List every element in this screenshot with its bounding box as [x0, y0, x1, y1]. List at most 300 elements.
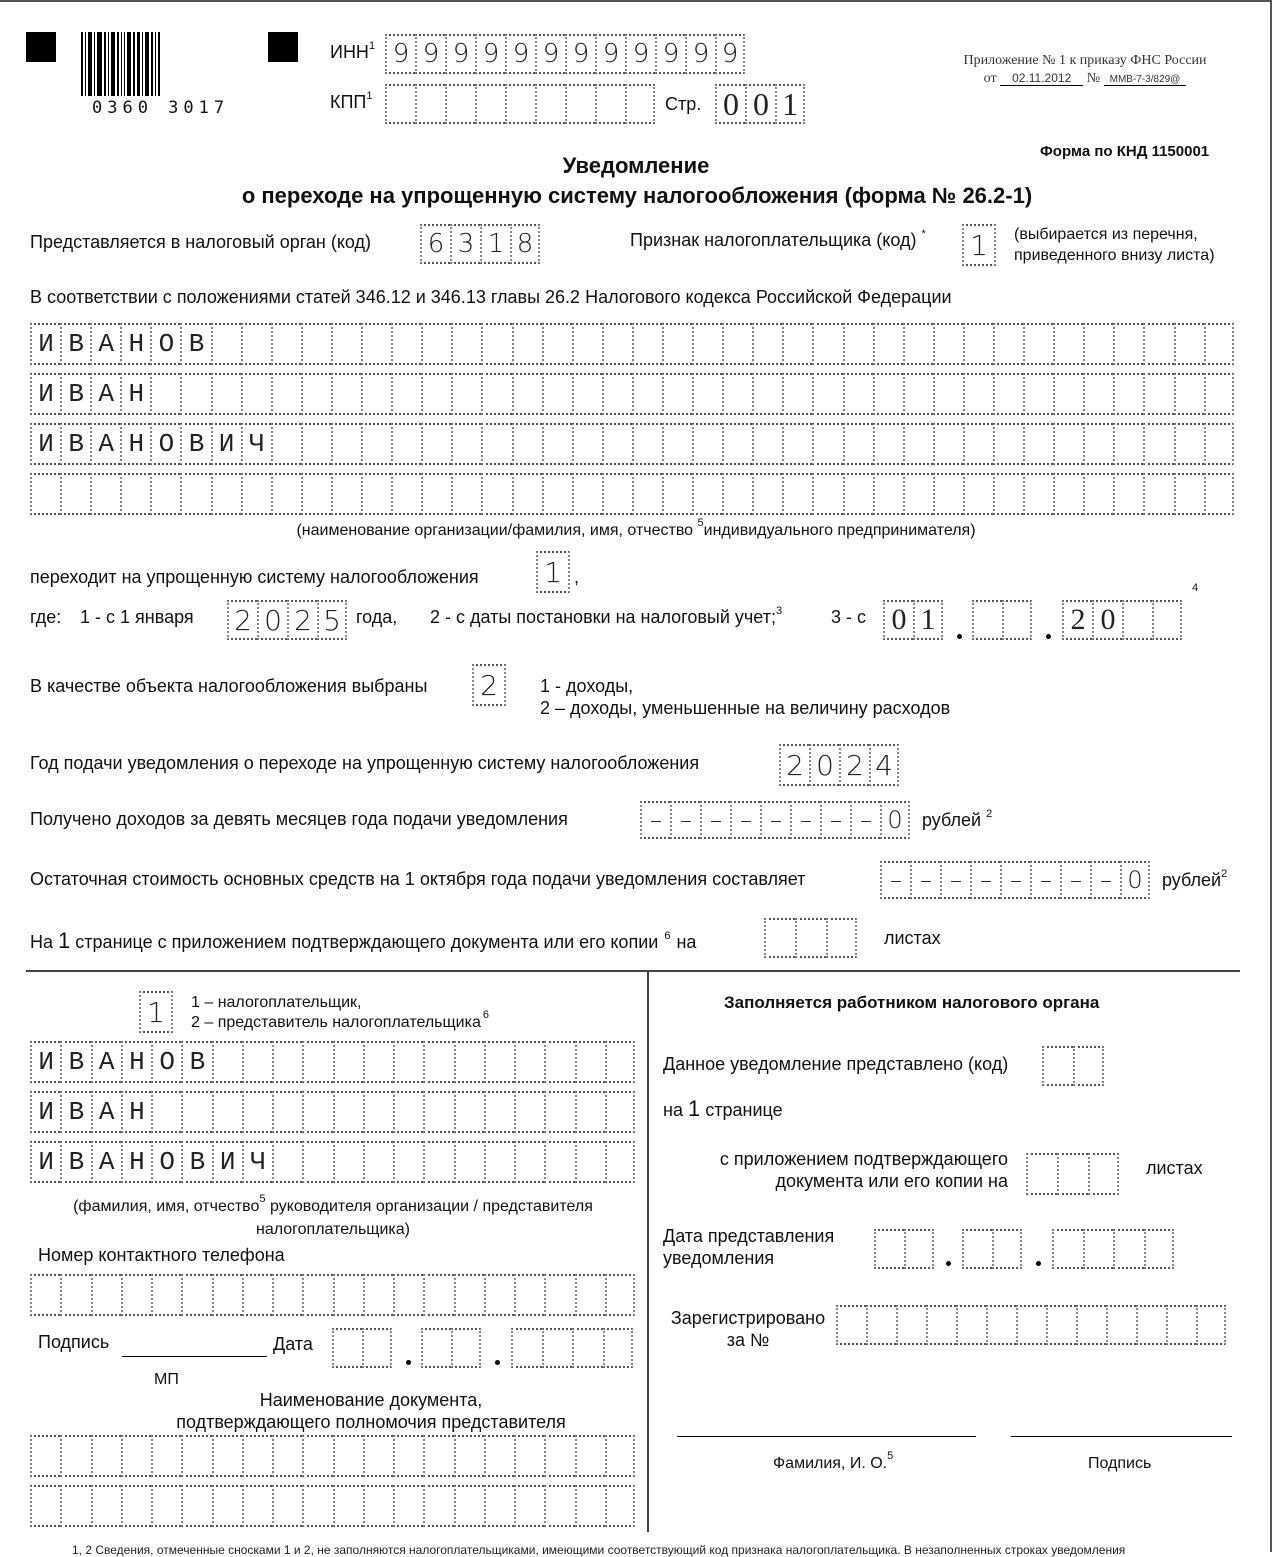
- input-cell[interactable]: А: [91, 1041, 121, 1083]
- input-cell[interactable]: [1113, 473, 1143, 515]
- input-cell[interactable]: [662, 473, 692, 515]
- input-cell[interactable]: [903, 423, 933, 465]
- signature-line[interactable]: [122, 1356, 267, 1357]
- input-cell[interactable]: [632, 323, 662, 365]
- input-cell[interactable]: [1053, 423, 1083, 465]
- input-cell[interactable]: [361, 373, 391, 415]
- input-cell[interactable]: [1083, 1229, 1114, 1269]
- input-cell[interactable]: 0: [880, 801, 910, 839]
- input-cell[interactable]: [1046, 1305, 1076, 1345]
- input-cell[interactable]: В: [180, 323, 210, 365]
- input-cell[interactable]: [180, 473, 210, 515]
- input-cell[interactable]: [90, 473, 120, 515]
- signer-type-field[interactable]: [139, 991, 173, 1033]
- input-cell[interactable]: [331, 423, 361, 465]
- input-cell[interactable]: Н: [120, 423, 150, 465]
- input-cell[interactable]: [385, 84, 415, 124]
- input-cell[interactable]: [512, 323, 542, 365]
- signer-date-month-field[interactable]: [421, 1328, 481, 1368]
- input-cell[interactable]: [963, 373, 993, 415]
- input-cell[interactable]: [1083, 373, 1113, 415]
- input-cell[interactable]: [1113, 1229, 1144, 1269]
- input-cell[interactable]: [1152, 600, 1182, 640]
- input-cell[interactable]: [903, 373, 933, 415]
- input-cell[interactable]: [421, 373, 451, 415]
- input-cell[interactable]: [956, 1305, 986, 1345]
- input-cell[interactable]: [722, 323, 752, 365]
- input-cell[interactable]: 0: [715, 84, 745, 124]
- input-cell[interactable]: [272, 1485, 302, 1527]
- input-cell[interactable]: [1053, 473, 1083, 515]
- input-cell[interactable]: [272, 1041, 302, 1083]
- input-cell[interactable]: [572, 423, 602, 465]
- input-cell[interactable]: [542, 373, 572, 415]
- input-cell[interactable]: [904, 1229, 934, 1269]
- input-cell[interactable]: [575, 1274, 605, 1316]
- input-cell[interactable]: [211, 373, 241, 415]
- input-cell[interactable]: 1: [139, 991, 173, 1033]
- input-cell[interactable]: А: [90, 323, 120, 365]
- authority-doc-row[interactable]: [30, 1435, 635, 1477]
- input-cell[interactable]: [1002, 600, 1032, 640]
- input-cell[interactable]: –: [970, 861, 1000, 899]
- input-cell[interactable]: [302, 1435, 332, 1477]
- input-cell[interactable]: [1204, 423, 1234, 465]
- input-cell[interactable]: [602, 373, 632, 415]
- input-cell[interactable]: –: [1090, 861, 1120, 899]
- input-cell[interactable]: [242, 1274, 272, 1316]
- input-cell[interactable]: [575, 1091, 605, 1133]
- input-cell[interactable]: [752, 323, 782, 365]
- input-cell[interactable]: [60, 473, 90, 515]
- input-cell[interactable]: [514, 1041, 544, 1083]
- input-cell[interactable]: [595, 84, 625, 124]
- input-cell[interactable]: И: [30, 373, 60, 415]
- input-cell[interactable]: [572, 373, 602, 415]
- input-cell[interactable]: [1174, 473, 1204, 515]
- input-cell[interactable]: 4: [869, 744, 899, 786]
- input-cell[interactable]: [363, 1041, 393, 1083]
- input-cell[interactable]: [603, 1328, 634, 1368]
- input-cell[interactable]: В: [181, 1041, 211, 1083]
- input-cell[interactable]: [505, 84, 535, 124]
- officer-date-year-field[interactable]: [1052, 1229, 1174, 1269]
- input-cell[interactable]: [271, 423, 301, 465]
- input-cell[interactable]: [535, 84, 565, 124]
- input-cell[interactable]: [722, 473, 752, 515]
- input-cell[interactable]: [30, 1274, 60, 1316]
- input-cell[interactable]: [692, 323, 722, 365]
- signer-name-row[interactable]: [30, 1041, 635, 1083]
- input-cell[interactable]: [212, 1274, 242, 1316]
- input-cell[interactable]: [331, 473, 361, 515]
- input-cell[interactable]: [331, 373, 361, 415]
- input-cell[interactable]: [241, 473, 271, 515]
- input-cell[interactable]: [391, 473, 421, 515]
- input-cell[interactable]: [514, 1485, 544, 1527]
- input-cell[interactable]: [1073, 1046, 1104, 1086]
- input-cell[interactable]: [993, 373, 1023, 415]
- input-cell[interactable]: [874, 1229, 904, 1269]
- input-cell[interactable]: –: [1000, 861, 1030, 899]
- input-cell[interactable]: [421, 1328, 451, 1368]
- input-cell[interactable]: [242, 1041, 272, 1083]
- input-cell[interactable]: [575, 1141, 605, 1183]
- input-cell[interactable]: [572, 473, 602, 515]
- input-cell[interactable]: [602, 473, 632, 515]
- transition-year-field[interactable]: [227, 600, 347, 640]
- input-cell[interactable]: [933, 323, 963, 365]
- input-cell[interactable]: [605, 1274, 635, 1316]
- input-cell[interactable]: [933, 373, 963, 415]
- input-cell[interactable]: [454, 1485, 484, 1527]
- input-cell[interactable]: [812, 373, 842, 415]
- input-cell[interactable]: 2: [287, 600, 317, 640]
- input-cell[interactable]: –: [790, 801, 820, 839]
- input-cell[interactable]: [302, 1091, 332, 1133]
- input-cell[interactable]: 1: [962, 224, 996, 266]
- input-cell[interactable]: О: [151, 1041, 181, 1083]
- input-cell[interactable]: [121, 1274, 151, 1316]
- input-cell[interactable]: [150, 473, 180, 515]
- input-cell[interactable]: И: [212, 1141, 242, 1183]
- input-cell[interactable]: И: [211, 423, 241, 465]
- input-cell[interactable]: [542, 423, 572, 465]
- input-cell[interactable]: [602, 323, 632, 365]
- input-cell[interactable]: [150, 373, 180, 415]
- input-cell[interactable]: [575, 1041, 605, 1083]
- input-cell[interactable]: [1053, 373, 1083, 415]
- input-cell[interactable]: О: [151, 1141, 181, 1183]
- input-cell[interactable]: [363, 1091, 393, 1133]
- input-cell[interactable]: [542, 473, 572, 515]
- input-cell[interactable]: Н: [120, 323, 150, 365]
- input-cell[interactable]: [1083, 473, 1113, 515]
- residual-value-field[interactable]: [880, 861, 1150, 899]
- input-cell[interactable]: В: [181, 1141, 211, 1183]
- input-cell[interactable]: [423, 1435, 453, 1477]
- input-cell[interactable]: [121, 1485, 151, 1527]
- input-cell[interactable]: 9: [415, 34, 445, 74]
- input-cell[interactable]: [484, 1485, 514, 1527]
- input-cell[interactable]: [896, 1305, 926, 1345]
- tax-object-field[interactable]: [472, 664, 506, 706]
- input-cell[interactable]: 9: [595, 34, 625, 74]
- input-cell[interactable]: 0: [809, 744, 839, 786]
- input-cell[interactable]: [662, 323, 692, 365]
- input-cell[interactable]: [632, 473, 662, 515]
- input-cell[interactable]: [271, 473, 301, 515]
- input-cell[interactable]: [926, 1305, 956, 1345]
- input-cell[interactable]: 2: [227, 600, 257, 640]
- input-cell[interactable]: 6: [420, 224, 450, 264]
- input-cell[interactable]: [692, 373, 722, 415]
- input-cell[interactable]: [972, 600, 1002, 640]
- input-cell[interactable]: А: [91, 1141, 121, 1183]
- input-cell[interactable]: [121, 1435, 151, 1477]
- input-cell[interactable]: [391, 373, 421, 415]
- input-cell[interactable]: [933, 473, 963, 515]
- input-cell[interactable]: [181, 1485, 211, 1527]
- input-cell[interactable]: [843, 373, 873, 415]
- input-cell[interactable]: В: [60, 1141, 90, 1183]
- input-cell[interactable]: [475, 84, 505, 124]
- input-cell[interactable]: [843, 473, 873, 515]
- input-cell[interactable]: [544, 1141, 574, 1183]
- date-year-field[interactable]: [1062, 600, 1182, 640]
- input-cell[interactable]: [512, 423, 542, 465]
- input-cell[interactable]: [211, 473, 241, 515]
- input-cell[interactable]: [454, 1091, 484, 1133]
- input-cell[interactable]: [271, 323, 301, 365]
- input-cell[interactable]: [271, 373, 301, 415]
- input-cell[interactable]: [302, 1274, 332, 1316]
- input-cell[interactable]: [333, 1141, 363, 1183]
- input-cell[interactable]: [605, 1485, 635, 1527]
- input-cell[interactable]: [1023, 323, 1053, 365]
- signer-date-year-field[interactable]: [511, 1328, 633, 1368]
- input-cell[interactable]: [514, 1091, 544, 1133]
- income-amount-field[interactable]: [640, 801, 910, 839]
- input-cell[interactable]: [1088, 1153, 1119, 1195]
- input-cell[interactable]: [363, 1485, 393, 1527]
- input-cell[interactable]: [301, 373, 331, 415]
- input-cell[interactable]: –: [880, 861, 910, 899]
- input-cell[interactable]: [632, 423, 662, 465]
- input-cell[interactable]: [393, 1091, 423, 1133]
- date-month-field[interactable]: [972, 600, 1032, 640]
- officer-date-day-field[interactable]: [874, 1229, 934, 1269]
- input-cell[interactable]: [812, 423, 842, 465]
- input-cell[interactable]: [1083, 323, 1113, 365]
- input-cell[interactable]: [795, 918, 826, 958]
- input-cell[interactable]: [782, 473, 812, 515]
- input-cell[interactable]: А: [90, 423, 120, 465]
- input-cell[interactable]: [1057, 1153, 1088, 1195]
- input-cell[interactable]: [415, 84, 445, 124]
- authority-doc-row[interactable]: [30, 1485, 635, 1527]
- input-cell[interactable]: [484, 1091, 514, 1133]
- input-cell[interactable]: [242, 1435, 272, 1477]
- input-cell[interactable]: [544, 1091, 574, 1133]
- input-cell[interactable]: 2: [1062, 600, 1092, 640]
- input-cell[interactable]: [752, 423, 782, 465]
- input-cell[interactable]: Ч: [242, 1141, 272, 1183]
- input-cell[interactable]: [836, 1305, 866, 1345]
- input-cell[interactable]: [514, 1435, 544, 1477]
- input-cell[interactable]: [91, 1274, 121, 1316]
- submitted-code-field[interactable]: [1042, 1046, 1104, 1086]
- input-cell[interactable]: 8: [510, 224, 540, 264]
- input-cell[interactable]: [333, 1041, 363, 1083]
- input-cell[interactable]: [60, 1485, 90, 1527]
- input-cell[interactable]: [544, 1041, 574, 1083]
- input-cell[interactable]: Н: [121, 1091, 151, 1133]
- input-cell[interactable]: [212, 1091, 242, 1133]
- input-cell[interactable]: –: [730, 801, 760, 839]
- input-cell[interactable]: [181, 1274, 211, 1316]
- input-cell[interactable]: [1204, 373, 1234, 415]
- input-cell[interactable]: [333, 1091, 363, 1133]
- input-cell[interactable]: [393, 1041, 423, 1083]
- input-cell[interactable]: [333, 1485, 363, 1527]
- input-cell[interactable]: [752, 473, 782, 515]
- input-cell[interactable]: А: [90, 373, 120, 415]
- input-cell[interactable]: О: [150, 423, 180, 465]
- input-cell[interactable]: [692, 473, 722, 515]
- input-cell[interactable]: [662, 373, 692, 415]
- input-cell[interactable]: [423, 1485, 453, 1527]
- input-cell[interactable]: [423, 1041, 453, 1083]
- input-cell[interactable]: [363, 1141, 393, 1183]
- input-cell[interactable]: [1113, 323, 1143, 365]
- input-cell[interactable]: [181, 1435, 211, 1477]
- input-cell[interactable]: В: [60, 323, 90, 365]
- input-cell[interactable]: 1: [913, 600, 943, 640]
- input-cell[interactable]: [782, 423, 812, 465]
- input-cell[interactable]: [544, 1435, 574, 1477]
- input-cell[interactable]: [1026, 1153, 1057, 1195]
- input-cell[interactable]: [1143, 423, 1173, 465]
- input-cell[interactable]: [993, 423, 1023, 465]
- input-cell[interactable]: [151, 1435, 181, 1477]
- input-cell[interactable]: [1143, 373, 1173, 415]
- input-cell[interactable]: [151, 1274, 181, 1316]
- input-cell[interactable]: [1083, 423, 1113, 465]
- input-cell[interactable]: В: [60, 1041, 90, 1083]
- kpp-field[interactable]: [385, 84, 655, 124]
- input-cell[interactable]: 9: [445, 34, 475, 74]
- input-cell[interactable]: [1052, 1229, 1083, 1269]
- input-cell[interactable]: [181, 1091, 211, 1133]
- input-cell[interactable]: [544, 1274, 574, 1316]
- input-cell[interactable]: [481, 323, 511, 365]
- input-cell[interactable]: [454, 1141, 484, 1183]
- input-cell[interactable]: [1174, 323, 1204, 365]
- input-cell[interactable]: [212, 1485, 242, 1527]
- input-cell[interactable]: И: [30, 1141, 60, 1183]
- input-cell[interactable]: [451, 473, 481, 515]
- tax-authority-code-field[interactable]: [420, 224, 540, 264]
- input-cell[interactable]: [151, 1485, 181, 1527]
- input-cell[interactable]: [301, 473, 331, 515]
- input-cell[interactable]: 9: [565, 34, 595, 74]
- input-cell[interactable]: [632, 373, 662, 415]
- input-cell[interactable]: [333, 1274, 363, 1316]
- input-cell[interactable]: [514, 1141, 544, 1183]
- input-cell[interactable]: И: [30, 423, 60, 465]
- input-cell[interactable]: И: [30, 1041, 60, 1083]
- input-cell[interactable]: [963, 323, 993, 365]
- input-cell[interactable]: [602, 423, 632, 465]
- input-cell[interactable]: [272, 1274, 302, 1316]
- input-cell[interactable]: [361, 323, 391, 365]
- input-cell[interactable]: [933, 423, 963, 465]
- input-cell[interactable]: [542, 323, 572, 365]
- input-cell[interactable]: [272, 1141, 302, 1183]
- input-cell[interactable]: 0: [1092, 600, 1122, 640]
- input-cell[interactable]: [421, 473, 451, 515]
- input-cell[interactable]: [302, 1485, 332, 1527]
- input-cell[interactable]: [451, 423, 481, 465]
- input-cell[interactable]: [212, 1435, 242, 1477]
- input-cell[interactable]: [391, 423, 421, 465]
- input-cell[interactable]: Н: [120, 373, 150, 415]
- input-cell[interactable]: [180, 373, 210, 415]
- input-cell[interactable]: [30, 1435, 60, 1477]
- input-cell[interactable]: [782, 373, 812, 415]
- input-cell[interactable]: [120, 473, 150, 515]
- input-cell[interactable]: [514, 1274, 544, 1316]
- input-cell[interactable]: [1016, 1305, 1046, 1345]
- input-cell[interactable]: [272, 1091, 302, 1133]
- input-cell[interactable]: И: [30, 1091, 60, 1133]
- input-cell[interactable]: 9: [535, 34, 565, 74]
- input-cell[interactable]: [333, 1435, 363, 1477]
- input-cell[interactable]: [662, 423, 692, 465]
- input-cell[interactable]: [1106, 1305, 1136, 1345]
- inn-field[interactable]: [385, 34, 745, 74]
- input-cell[interactable]: [423, 1141, 453, 1183]
- signer-date-day-field[interactable]: [332, 1328, 392, 1368]
- input-cell[interactable]: [963, 423, 993, 465]
- input-cell[interactable]: [993, 473, 1023, 515]
- input-cell[interactable]: [481, 423, 511, 465]
- input-cell[interactable]: [1113, 423, 1143, 465]
- org-name-row[interactable]: [30, 473, 1234, 515]
- input-cell[interactable]: –: [1060, 861, 1090, 899]
- input-cell[interactable]: [873, 323, 903, 365]
- input-cell[interactable]: [30, 473, 60, 515]
- officer-attach-sheets-field[interactable]: [1026, 1153, 1119, 1195]
- input-cell[interactable]: [332, 1328, 362, 1368]
- input-cell[interactable]: [302, 1141, 332, 1183]
- input-cell[interactable]: [1174, 373, 1204, 415]
- input-cell[interactable]: [151, 1091, 181, 1133]
- input-cell[interactable]: В: [180, 423, 210, 465]
- input-cell[interactable]: [454, 1435, 484, 1477]
- officer-signature-line[interactable]: [1011, 1436, 1232, 1437]
- input-cell[interactable]: [1143, 323, 1173, 365]
- input-cell[interactable]: –: [700, 801, 730, 839]
- input-cell[interactable]: [1076, 1305, 1106, 1345]
- input-cell[interactable]: [512, 373, 542, 415]
- input-cell[interactable]: –: [1030, 861, 1060, 899]
- input-cell[interactable]: [752, 373, 782, 415]
- input-cell[interactable]: [30, 1485, 60, 1527]
- input-cell[interactable]: Н: [121, 1141, 151, 1183]
- input-cell[interactable]: [363, 1274, 393, 1316]
- input-cell[interactable]: [992, 1229, 1022, 1269]
- input-cell[interactable]: Н: [121, 1041, 151, 1083]
- input-cell[interactable]: [812, 473, 842, 515]
- input-cell[interactable]: [1053, 323, 1083, 365]
- input-cell[interactable]: [301, 423, 331, 465]
- input-cell[interactable]: –: [820, 801, 850, 839]
- input-cell[interactable]: [331, 323, 361, 365]
- input-cell[interactable]: [445, 84, 475, 124]
- input-cell[interactable]: –: [760, 801, 790, 839]
- input-cell[interactable]: [451, 323, 481, 365]
- input-cell[interactable]: [391, 323, 421, 365]
- input-cell[interactable]: [575, 1485, 605, 1527]
- input-cell[interactable]: И: [30, 323, 60, 365]
- registration-number-field[interactable]: [836, 1305, 1226, 1345]
- input-cell[interactable]: [963, 473, 993, 515]
- input-cell[interactable]: [423, 1091, 453, 1133]
- input-cell[interactable]: [1204, 473, 1234, 515]
- input-cell[interactable]: 1: [536, 551, 570, 593]
